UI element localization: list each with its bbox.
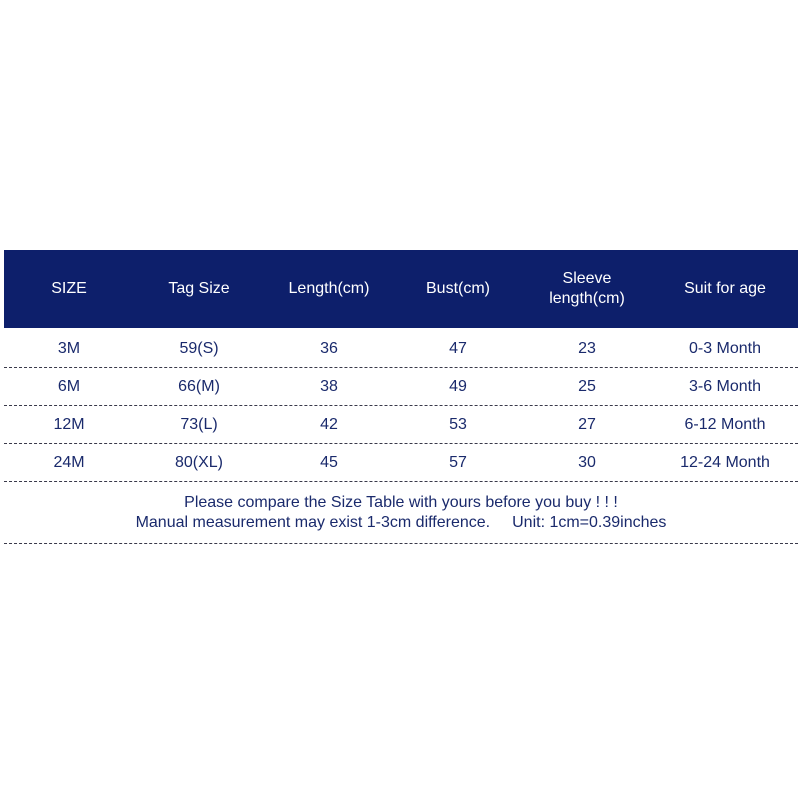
header-suit-for-age: Suit for age bbox=[684, 280, 766, 297]
header-bust: Bust(cm) bbox=[426, 280, 490, 297]
table-row bbox=[4, 406, 798, 444]
cell-length: 38 bbox=[320, 377, 338, 395]
cell-length: 42 bbox=[320, 415, 338, 433]
size-note bbox=[4, 482, 798, 544]
cell-sleeve-length: 23 bbox=[578, 339, 596, 357]
cell-bust: 47 bbox=[449, 339, 467, 357]
measurement-note bbox=[4, 513, 798, 533]
cell-sleeve-length: 30 bbox=[578, 453, 596, 471]
compare-note: Please compare the Size Table with yours before you buy ! ! ! bbox=[184, 494, 618, 511]
header-size: SIZE bbox=[51, 280, 87, 297]
header-sleeve-length: Sleeve length(cm) bbox=[549, 270, 625, 307]
table-header-row bbox=[4, 250, 798, 328]
cell-length: 45 bbox=[320, 453, 338, 471]
cell-tag-size: 80(XL) bbox=[174, 453, 224, 471]
table-row bbox=[4, 330, 798, 368]
cell-bust: 57 bbox=[449, 453, 467, 471]
cell-suit-for-age: 6-12 Month bbox=[684, 415, 766, 433]
size-table bbox=[4, 250, 798, 544]
cell-tag-size: 73(L) bbox=[180, 415, 218, 433]
cell-sleeve-length: 27 bbox=[578, 415, 596, 433]
table-row bbox=[4, 444, 798, 482]
cell-size: 6M bbox=[57, 377, 81, 395]
cell-bust: 49 bbox=[449, 377, 467, 395]
cell-tag-size: 59(S) bbox=[179, 339, 219, 357]
table-row bbox=[4, 368, 798, 406]
cell-suit-for-age: 12-24 Month bbox=[680, 453, 770, 471]
cell-bust: 53 bbox=[449, 415, 467, 433]
cell-tag-size: 66(M) bbox=[178, 377, 220, 395]
measurement-difference-text: Manual measurement may exist 1-3cm difference. bbox=[135, 514, 491, 531]
cell-suit-for-age: 0-3 Month bbox=[688, 339, 762, 357]
cell-suit-for-age: 3-6 Month bbox=[688, 377, 762, 395]
cell-length: 36 bbox=[320, 339, 338, 357]
header-length: Length(cm) bbox=[288, 280, 370, 297]
cell-sleeve-length: 25 bbox=[578, 377, 596, 395]
unit-conversion-text: Unit: 1cm=0.39inches bbox=[512, 514, 667, 531]
cell-size: 12M bbox=[53, 415, 85, 433]
cell-size: 24M bbox=[53, 453, 85, 471]
header-tag-size: Tag Size bbox=[168, 280, 230, 297]
cell-size: 3M bbox=[57, 339, 81, 357]
